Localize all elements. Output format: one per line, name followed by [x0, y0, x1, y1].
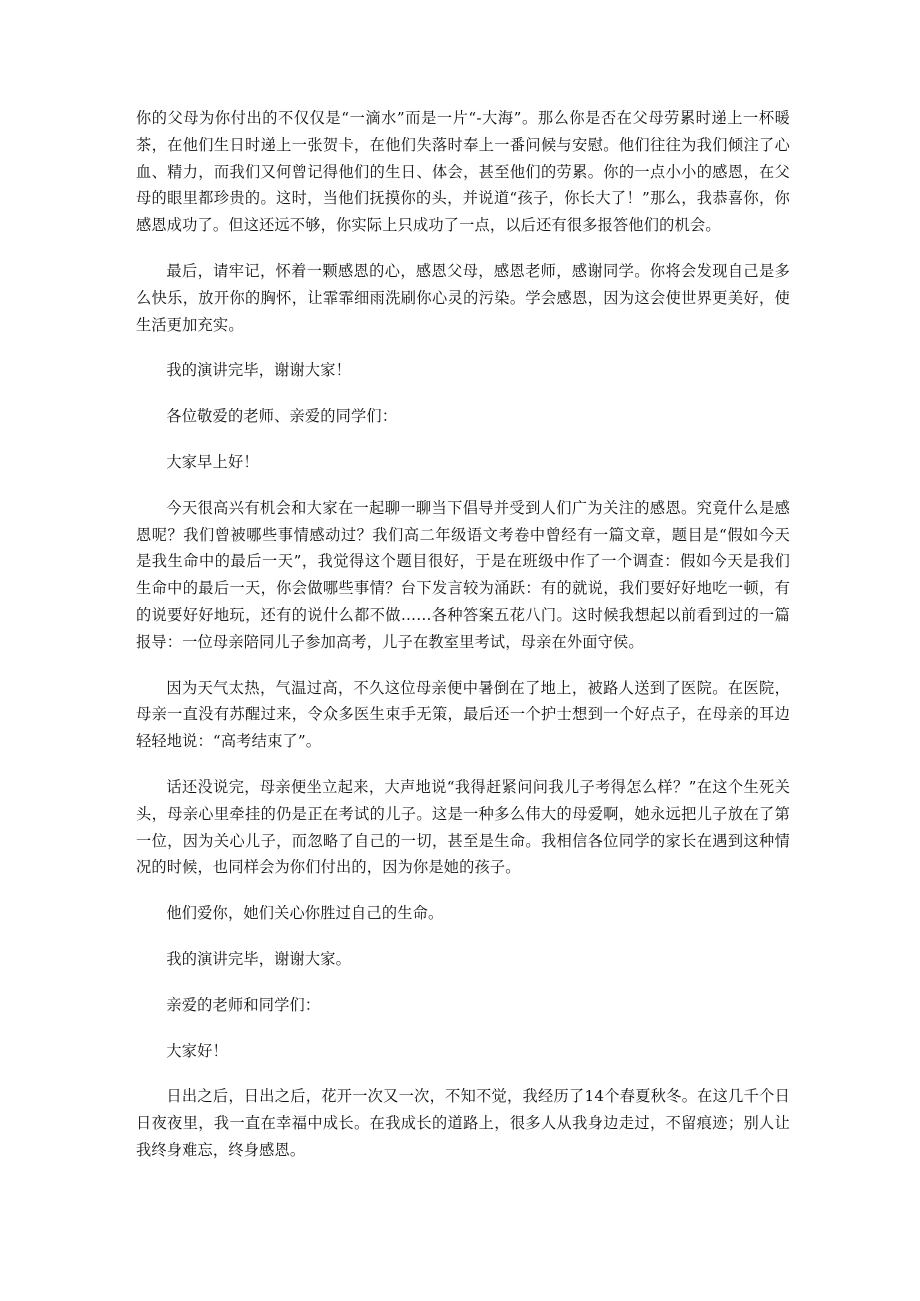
document-body [136, 105, 790, 1183]
paragraph-5: 大家早上好！ [166, 452, 259, 471]
paragraph-2: 最后，请牢记，怀着一颗感恩的心，感恩父母，感恩老师，感谢同学。你将会发现自己是多么快乐，放开你的胸怀，让霏霏细雨洗刷你心灵的污染。学会感恩，因为这会使世界更美好，使生活更加充实。 [136, 261, 790, 334]
paragraph-1: 你的父母为你付出的不仅仅是“一滴水”而是一片“-大海”。那么你是否在父母劳累时递上一杯暖茶，在他们生日时递上一张贺卡，在他们失落时奉上一番问候与安慰。他们往往为我们倾注了心血、精力，而我们又何曾记得他们的生日、体会，甚至他们的劳累。你的一点小小的感恩，在父母的眼里都珍贵的。这时，当他们抚摸你的头，并说道“孩子，你长大了！”那么，我恭喜你，你感恩成功了。但这还远不够，你实际上只成功了一点，以后还有很多报答他们的机会。 [136, 109, 790, 235]
paragraph-4: 各位敬爱的老师、亲爱的同学们： [166, 407, 398, 426]
paragraph-13: 日出之后，日出之后，花开一次又一次，不知不觉，我经历了14个春夏秋冬。在这几千个日日夜夜里，我一直在幸福中成长。在我成长的道路上，很多人从我身边走过，不留痕迹；别人让我终身难忘，终身感恩。 [136, 1087, 790, 1159]
paragraph-8: 话还没说完，母亲便坐立起来，大声地说“我得赶紧问问我儿子考得怎么样？”在这个生死关头，母亲心里牵挂的仍是正在考试的儿子。这是一种多么伟大的母爱啊，她永远把儿子放在了第一位，因为关心儿子，而忽略了自己的一切，甚至是生命。我相信各位同学的家长在遇到这种情况的时候，也同样会为你们付出的，因为你是她的孩子。 [136, 777, 790, 877]
paragraph-7: 因为天气太热，气温过高，不久这位母亲便中暑倒在了地上，被路人送到了医院。在医院，母亲一直没有苏醒过来，令众多医生束手无策，最后还一个护士想到一个好点子，在母亲的耳边轻轻地说：“高考结束了”。 [136, 678, 790, 751]
paragraph-11: 亲爱的老师和同学们： [166, 995, 321, 1014]
paragraph-9: 他们爱你，她们关心你胜过自己的生命。 [166, 904, 444, 923]
paragraph-12: 大家好！ [166, 1041, 228, 1060]
paragraph-6: 今天很高兴有机会和大家在一起聊一聊当下倡导并受到人们广为关注的感恩。究竟什么是感恩呢？我们曾被哪些事情感动过？我们高二年级语文考卷中曾经有一篇文章，题目是“假如今天是我生命中的最后一天”，我觉得这个题目很好，于是在班级中作了一个调查：假如今天是我们生命中的最后一天，你会做哪些事情？台下发言较为涌跃：有的就说，我们要好好地吃一顿，有的说要好好地玩，还有的说什么都不做……各种答案五花八门。这时候我想起以前看到过的一篇报导：一位母亲陪同儿子参加高考，儿子在教室里考试，母亲在外面守侯。 [136, 498, 790, 651]
paragraph-10: 我的演讲完毕，谢谢大家。 [166, 949, 352, 968]
paragraph-3: 我的演讲完毕，谢谢大家！ [166, 361, 352, 380]
